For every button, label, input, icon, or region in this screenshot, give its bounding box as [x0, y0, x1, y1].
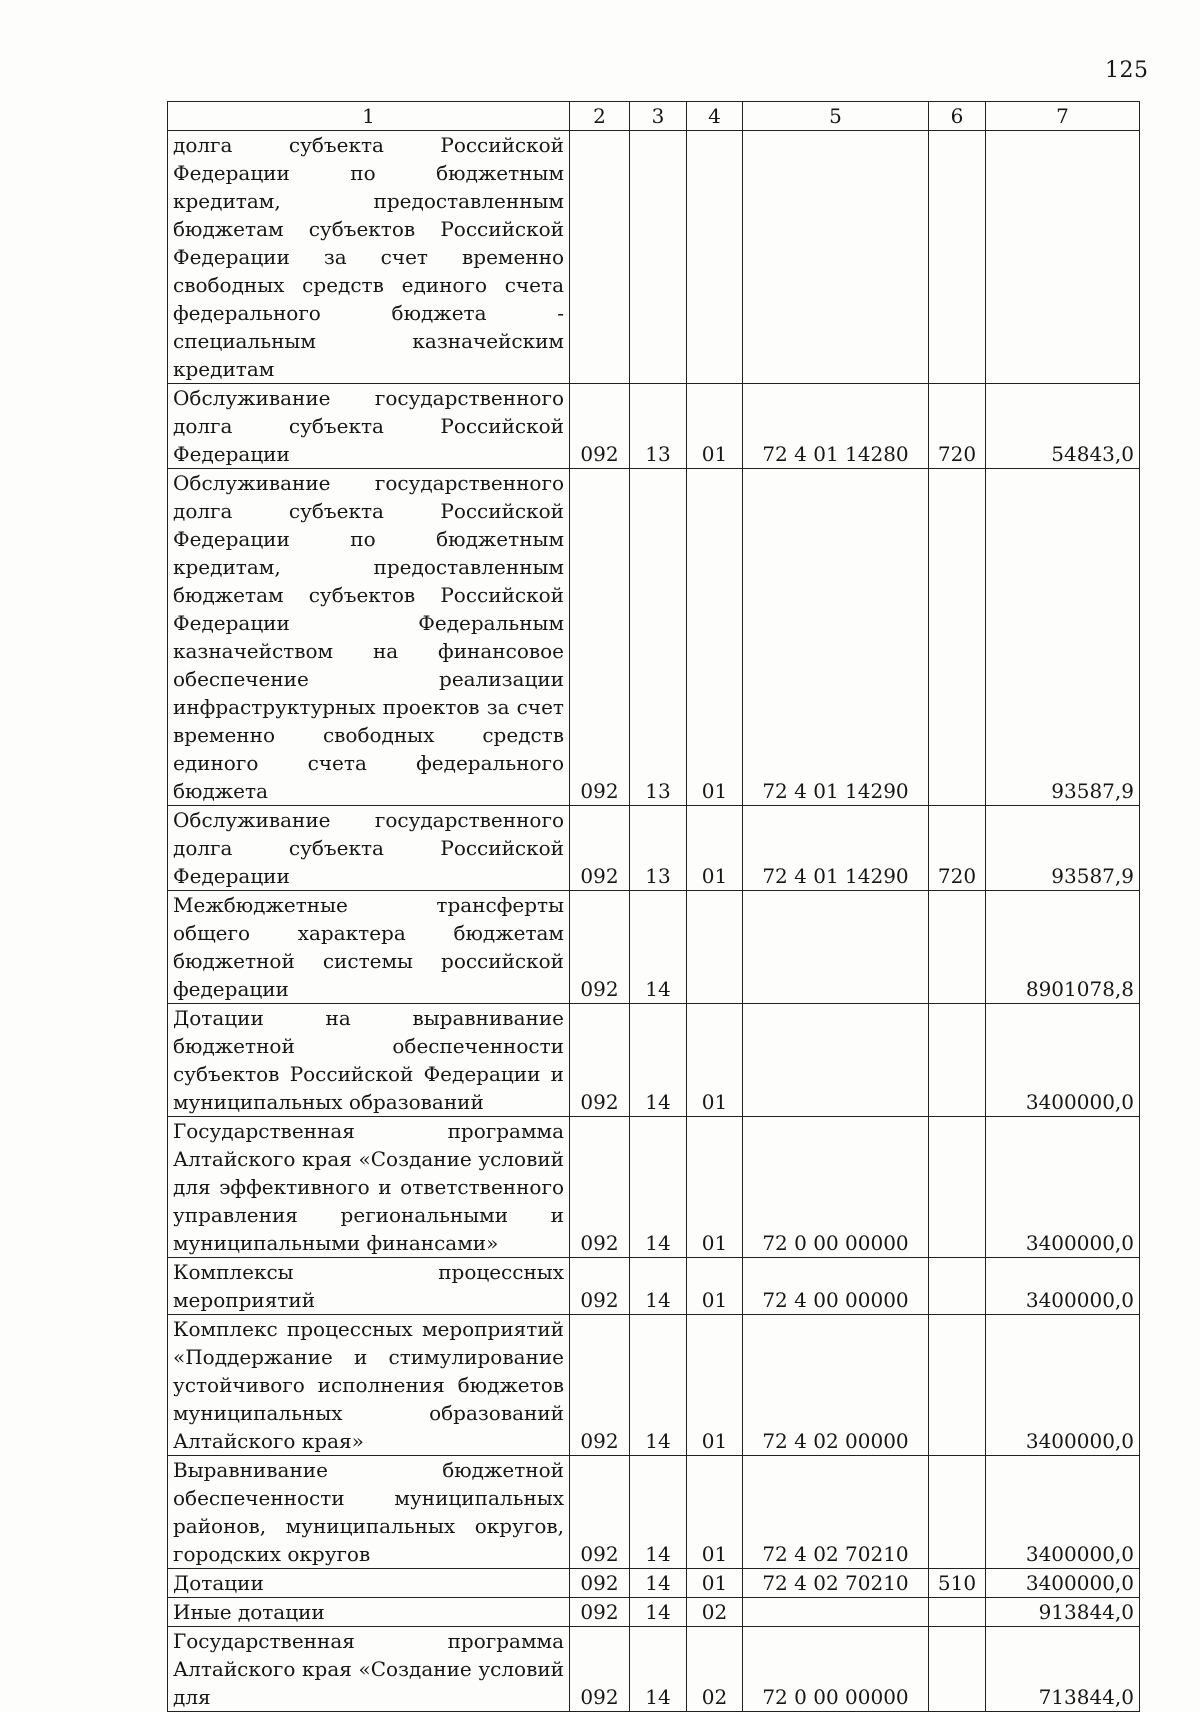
amount-cell: 3400000,0 [986, 1456, 1140, 1569]
target-article-cell [743, 1598, 929, 1627]
grbs-cell: 092 [570, 469, 630, 806]
expense-type-cell [929, 1456, 986, 1569]
row-name-cell: Иные дотации [168, 1598, 570, 1627]
amount-cell: 913844,0 [986, 1598, 1140, 1627]
amount-cell: 3400000,0 [986, 1569, 1140, 1598]
target-article-cell [743, 1004, 929, 1117]
subsection-cell [687, 891, 743, 1004]
section-cell: 14 [630, 1569, 687, 1598]
grbs-cell: 092 [570, 384, 630, 469]
column-header: 4 [687, 102, 743, 131]
grbs-cell: 092 [570, 1627, 630, 1712]
amount-cell: 93587,9 [986, 469, 1140, 806]
column-header: 5 [743, 102, 929, 131]
subsection-cell: 01 [687, 1004, 743, 1117]
subsection-cell: 01 [687, 1456, 743, 1569]
row-name-cell: Дотации на выравнивание бюджетной обеспеченности субъектов Российской Федерации и муниципальных образований [168, 1004, 570, 1117]
expense-type-cell: 720 [929, 384, 986, 469]
grbs-cell: 092 [570, 1456, 630, 1569]
expense-type-cell [929, 469, 986, 806]
amount-cell: 93587,9 [986, 806, 1140, 891]
page-number: 125 [1105, 58, 1149, 83]
row-name-cell: долга субъекта Российской Федерации по бюджетным кредитам, предоставленным бюджетам субъектов Российской Федерации за счет временно свободных средств единого счета федерального бюджета - специальным казначейским кредитам [168, 131, 570, 384]
subsection-cell: 01 [687, 1258, 743, 1315]
row-name-cell: Комплекс процессных мероприятий «Поддержание и стимулирование устойчивого исполнения бюджетов муниципальных образований Алтайского края» [168, 1315, 570, 1456]
row-name-cell: Межбюджетные трансферты общего характера бюджетам бюджетной системы российской федерации [168, 891, 570, 1004]
section-cell: 14 [630, 1315, 687, 1456]
amount-cell: 54843,0 [986, 384, 1140, 469]
target-article-cell: 72 0 00 00000 [743, 1627, 929, 1712]
table-row [168, 1117, 1140, 1258]
section-cell: 13 [630, 469, 687, 806]
table-body [168, 131, 1140, 1712]
expense-type-cell [929, 1598, 986, 1627]
expense-type-cell: 510 [929, 1569, 986, 1598]
table-row [168, 131, 1140, 384]
subsection-cell: 01 [687, 1117, 743, 1258]
row-name-cell: Государственная программа Алтайского края «Создание условий для эффективного и ответственного управления региональными и муниципальными финансами» [168, 1117, 570, 1258]
section-cell: 13 [630, 806, 687, 891]
table-row [168, 469, 1140, 806]
grbs-cell: 092 [570, 1258, 630, 1315]
table-row [168, 1315, 1140, 1456]
target-article-cell: 72 4 02 70210 [743, 1456, 929, 1569]
amount-cell: 3400000,0 [986, 1004, 1140, 1117]
subsection-cell: 01 [687, 1569, 743, 1598]
expense-type-cell: 720 [929, 806, 986, 891]
row-name-cell: Дотации [168, 1569, 570, 1598]
table-row [168, 1627, 1140, 1712]
column-header: 2 [570, 102, 630, 131]
grbs-cell: 092 [570, 1569, 630, 1598]
table-row [168, 1456, 1140, 1569]
amount-cell [986, 131, 1140, 384]
section-cell: 14 [630, 1258, 687, 1315]
grbs-cell [570, 131, 630, 384]
section-cell: 14 [630, 1598, 687, 1627]
target-article-cell: 72 4 01 14290 [743, 806, 929, 891]
budget-table [167, 101, 1140, 1712]
column-header: 3 [630, 102, 687, 131]
row-name-cell: Обслуживание государственного долга субъекта Российской Федерации [168, 384, 570, 469]
expense-type-cell [929, 1117, 986, 1258]
subsection-cell: 01 [687, 384, 743, 469]
grbs-cell: 092 [570, 1004, 630, 1117]
table-row [168, 1258, 1140, 1315]
table-row [168, 384, 1140, 469]
target-article-cell: 72 4 01 14290 [743, 469, 929, 806]
amount-cell: 713844,0 [986, 1627, 1140, 1712]
amount-cell: 3400000,0 [986, 1258, 1140, 1315]
row-name-cell: Выравнивание бюджетной обеспеченности муниципальных районов, муниципальных округов, городских округов [168, 1456, 570, 1569]
target-article-cell [743, 131, 929, 384]
expense-type-cell [929, 1004, 986, 1117]
subsection-cell: 01 [687, 806, 743, 891]
expense-type-cell [929, 1627, 986, 1712]
section-cell: 14 [630, 1004, 687, 1117]
column-header: 1 [168, 102, 570, 131]
grbs-cell: 092 [570, 1315, 630, 1456]
amount-cell: 3400000,0 [986, 1315, 1140, 1456]
column-header: 6 [929, 102, 986, 131]
subsection-cell [687, 131, 743, 384]
row-name-cell: Обслуживание государственного долга субъекта Российской Федерации по бюджетным кредитам, предоставленным бюджетам субъектов Российской Федерации Федеральным казначейством на финансовое обеспечение реализации инфраструктурных проектов за счет временно свободных средств единого счета федерального бюджета [168, 469, 570, 806]
subsection-cell: 02 [687, 1598, 743, 1627]
expense-type-cell [929, 1258, 986, 1315]
section-cell: 14 [630, 1117, 687, 1258]
table-row [168, 891, 1140, 1004]
row-name-cell: Государственная программа Алтайского края «Создание условий для [168, 1627, 570, 1712]
column-header: 7 [986, 102, 1140, 131]
row-name-cell: Комплексы процессных мероприятий [168, 1258, 570, 1315]
section-cell: 14 [630, 891, 687, 1004]
row-name-cell: Обслуживание государственного долга субъекта Российской Федерации [168, 806, 570, 891]
expense-type-cell [929, 1315, 986, 1456]
grbs-cell: 092 [570, 891, 630, 1004]
expense-type-cell [929, 131, 986, 384]
target-article-cell: 72 0 00 00000 [743, 1117, 929, 1258]
section-cell: 14 [630, 1627, 687, 1712]
amount-cell: 8901078,8 [986, 891, 1140, 1004]
subsection-cell: 02 [687, 1627, 743, 1712]
subsection-cell: 01 [687, 1315, 743, 1456]
amount-cell: 3400000,0 [986, 1117, 1140, 1258]
target-article-cell: 72 4 00 00000 [743, 1258, 929, 1315]
expense-type-cell [929, 891, 986, 1004]
section-cell [630, 131, 687, 384]
table-header [168, 102, 1140, 131]
grbs-cell: 092 [570, 1598, 630, 1627]
section-cell: 14 [630, 1456, 687, 1569]
target-article-cell: 72 4 02 00000 [743, 1315, 929, 1456]
table-row [168, 1569, 1140, 1598]
target-article-cell [743, 891, 929, 1004]
grbs-cell: 092 [570, 806, 630, 891]
target-article-cell: 72 4 01 14280 [743, 384, 929, 469]
grbs-cell: 092 [570, 1117, 630, 1258]
section-cell: 13 [630, 384, 687, 469]
subsection-cell: 01 [687, 469, 743, 806]
table-row [168, 1004, 1140, 1117]
table-row [168, 806, 1140, 891]
target-article-cell: 72 4 02 70210 [743, 1569, 929, 1598]
table-row [168, 1598, 1140, 1627]
